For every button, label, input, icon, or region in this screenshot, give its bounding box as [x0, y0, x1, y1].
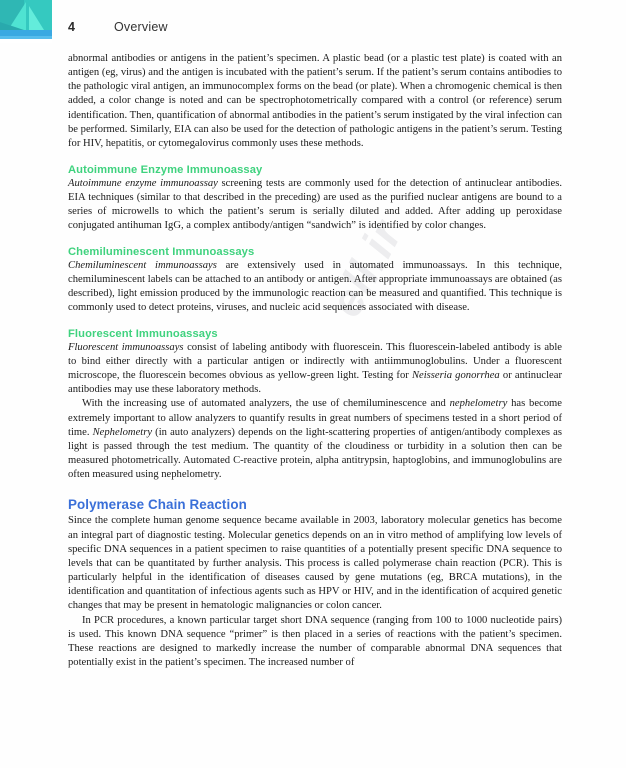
- paragraph-text-part2: or antinuclear antibodies may use these laboratory methods.: [68, 370, 562, 396]
- heading-chemiluminescent-immunoassays: Chemiluminescent Immunoassays: [68, 245, 255, 258]
- paragraph-text-part1: consist of labeling antibody with fluorescein. This fluorescein-labeled antibody is able to bind either directly with a particular antigen or indirectly with antiimmunoglobulins. Under a fluorescent microscope, the fluorescein becomes obvious as yellow-green light. Testing for: [68, 341, 562, 382]
- header-section-title: Overview: [114, 20, 168, 34]
- paragraph-nephelometry: [68, 397, 562, 482]
- lead-in-italic: Chemiluminescent immunoassays: [68, 259, 217, 271]
- paragraph-text-part2: has become extremely important to allow analyzers to quantify results in great numbers of specimens tested in a short period of time.: [68, 398, 563, 438]
- paragraph-text: are extensively used in automated immunoassays. In this technique, chemiluminescent labels can be attached to an antibody or antigen. After appropriate immunoassays are obtained (as described), light emission produced by the immunologic reaction can be measured and quantified. This technique is commonly used to detect proteins, viruses, and nucleic acid sequences associated with disease.: [68, 259, 562, 314]
- lead-in-italic: Autoimmune enzyme immunoassay: [68, 177, 218, 189]
- paragraph-autoimmune-enzyme-immunoassay: [68, 177, 562, 234]
- lead-in-italic: Fluorescent immunoassays: [68, 341, 184, 353]
- heading-fluorescent-immunoassays: Fluorescent Immunoassays: [68, 327, 218, 340]
- paragraph-fluorescent-immunoassays: [68, 341, 562, 398]
- italic-term-nephelometry-2: Nephelometry: [92, 426, 153, 438]
- page-number: 4: [68, 20, 76, 34]
- text-column: [68, 52, 562, 670]
- paragraph-text: screening tests are commonly used for the detection of antinuclear antibodies. EIA techniques (similar to that described in the preceding) are used as the purified nuclear antigens are bound to a series of microwells to which the patient’s serum is serially diluted and added. After adding up peroxidase conjugated antihuman IgG, a complex antibody/antigen “sandwich” is identified by color changes.: [68, 177, 562, 232]
- watermark-text: ell.ir: [318, 211, 413, 325]
- page-header: [68, 20, 568, 40]
- heading-polymerase-chain-reaction: Polymerase Chain Reaction: [68, 497, 247, 513]
- paragraph-eia-continued: abnormal antibodies or antigens in the patient’s specimen. A plastic bead (or a plastic test plate) is coated with an antigen (eg, virus) and the antigen is incubated with the patient’s serum. If the patient’s serum contains antibodies to the pathologic viral antigen, an immunocomplex forms on the bead (or plate). When a chromogenic chemical is then added, a color change is noted and can be spectrophotometrically compared with a control (or reference) serum identification. Then, quantification of abnormal antibodies in the patient’s serum instigated by the viral infection can be performed. Similarly, EIA can also be used for the detection of pathologic antigens in the patient’s serum. Testing for HIV, hepatitis, or cytomegalovirus commonly uses these methods.: [68, 53, 562, 149]
- paragraph-chemiluminescent-immunoassays: [68, 259, 562, 316]
- heading-autoimmune-enzyme-immunoassay: Autoimmune Enzyme Immunoassay: [68, 163, 263, 176]
- paragraph-text-part3: (in auto analyzers) depends on the light-scattering properties of antigen/antibody complexes as light is passed through the test medium. The quantity of the cloudiness or turbidity in a solution then can be measured photometrically. Automated C-reactive protein, alpha antitrypsin, haptoglobins, and immunoglobulins are often measured using nephelometry.: [68, 426, 562, 481]
- italic-term-nephelometry: nephelometry: [449, 398, 508, 410]
- italic-organism-name: Neisseria gonorrhea: [411, 370, 500, 382]
- paragraph-pcr-procedures: In PCR procedures, a known particular target short DNA sequence (ranging from 100 to 1000 nucleotide pairs) is used. This known DNA sequence “primer” is then placed in a series of reactions with the patient’s specimen. These reactions are designed to markedly increase the number of comparable abnormal DNA sequences that potentially exist in the patient’s specimen. The increased number of: [68, 614, 562, 668]
- paragraph-text-part1: With the increasing use of automated analyzers, the use of chemiluminescence and: [82, 398, 450, 410]
- paragraph-pcr-intro: Since the complete human genome sequence became available in 2003, laboratory molecular genetics has become an integral part of diagnostic testing. Molecular genetics depends on an in vitro method of amplifying low levels of specific DNA sequences in a patient specimen to raise quantities of a potentially present specific DNA sequence to levels that can be quantitated by further analysis. This process is called polymerase chain reaction (PCR). This is particularly helpful in the identification of diseases caused by gene mutations (eg, BRCA mutations), in the identification and quantitation of infectious agents such as HPV or HIV, and in the identification of acquired genetic changes that may be present in hematologic malignancies or colon cancer.: [68, 515, 562, 612]
- sailboat-logo: [0, 0, 52, 43]
